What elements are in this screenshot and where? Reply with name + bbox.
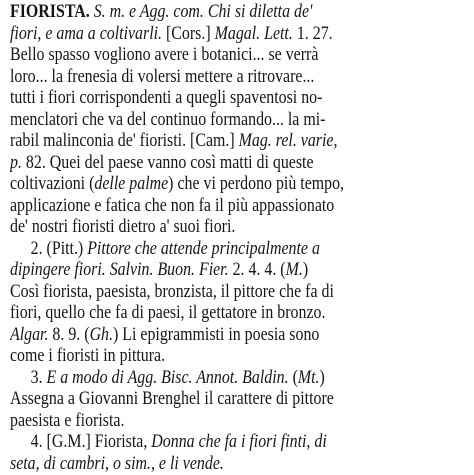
entry-text: paesista e fiorista. xyxy=(10,411,124,431)
entry-text: Così fiorista, paesista, bronzista, il pittore che fa di xyxy=(10,282,334,302)
entry-text: loro... la frenesia di volersi mettere a ritrovare... xyxy=(10,67,314,87)
entry-text: dipingere fiori. Salvin. Buon. Fier. xyxy=(10,260,229,280)
entry-text: Mt. xyxy=(298,368,320,388)
entry-text: Donna che fa i fiori finti, di xyxy=(151,432,326,452)
entry-line xyxy=(10,303,466,325)
entry-line xyxy=(10,131,466,153)
entry-text: menclatori che va del continuo formando... la mi- xyxy=(10,110,325,130)
entry-text: de' nostri fioristi dietro a' suoi fiori. xyxy=(10,217,235,237)
entry-line xyxy=(10,432,466,454)
entry-text: coltivazioni ( xyxy=(10,174,94,194)
entry-line xyxy=(10,110,466,132)
entry-line xyxy=(10,196,466,218)
entry-text: ) xyxy=(303,260,308,280)
entry-line xyxy=(10,325,466,347)
entry-text: 8. 9. ( xyxy=(48,325,89,345)
entry-text: Magal. Lett. xyxy=(215,24,293,44)
entry-text: come i fioristi in pittura. xyxy=(10,346,165,366)
entry-text: 3. xyxy=(31,368,47,388)
entry-line xyxy=(10,45,466,67)
entry-text: ) xyxy=(320,368,325,388)
entry-line xyxy=(10,153,466,175)
entry-line xyxy=(10,67,466,89)
entry-text: ) che vi perdono più tempo, xyxy=(168,174,344,194)
entry-text: Gh. xyxy=(90,325,113,345)
entry-text: fiori, e ama a coltivarli. xyxy=(10,24,162,44)
entry-line xyxy=(10,411,466,433)
headword: FIORISTA. xyxy=(10,2,90,22)
entry-text: fiori, quello che fa di paesi, il gettatore in bronzo. xyxy=(10,303,325,323)
entry-line xyxy=(10,24,466,46)
entry-text: Pittore che attende principalmente a xyxy=(87,239,320,259)
entry-text: p. xyxy=(10,153,22,173)
entry-line xyxy=(10,239,466,261)
entry-line xyxy=(10,346,466,368)
entry-text: 1. 27. xyxy=(293,24,333,44)
entry-text: Algar. xyxy=(10,325,48,345)
entry-line xyxy=(10,2,466,24)
entry-line xyxy=(10,454,466,475)
entry-text: ( xyxy=(289,368,298,388)
entry-text: S. m. e Agg. com. Chi si diletta de' xyxy=(94,2,313,22)
entry-text: 82. Quei del paese vanno così matti di queste xyxy=(22,153,314,173)
entry-text: Mag. rel. varie, xyxy=(239,131,338,151)
entry-text: 2. (Pitt.) xyxy=(31,239,88,259)
entry-text: Bello spasso vogliono avere i botanici... se verrà xyxy=(10,45,318,65)
entry-line xyxy=(10,389,466,411)
entry-line xyxy=(10,260,466,282)
entry-text: rabil malinconia de' fioristi. [Cam.] xyxy=(10,131,239,151)
entry-text: seta, di cambri, o sim., e li vende. xyxy=(10,454,224,474)
entry-text: Assegna a Giovanni Brenghel il carattere di pittore xyxy=(10,389,334,409)
entry-text: ) Li epigrammisti in poesia sono xyxy=(113,325,319,345)
entry-text: M. xyxy=(286,260,303,280)
entry-line xyxy=(10,217,466,239)
entry-text: delle palme xyxy=(94,174,168,194)
entry-text: [Cors.] xyxy=(162,24,215,44)
entry-line xyxy=(10,282,466,304)
entry-line xyxy=(10,174,466,196)
entry-line xyxy=(10,88,466,110)
entry-text: 4. [G.M.] Fiorista, xyxy=(31,432,152,452)
entry-text: tutti i fiori corrispondenti a quegli spaventosi no- xyxy=(10,88,322,108)
entry-line xyxy=(10,368,466,390)
entry-text: 2. 4. 4. ( xyxy=(229,260,286,280)
entry-text: applicazione e fatica che non fa il più appassionato xyxy=(10,196,334,216)
entry-text: E a modo di Agg. Bisc. Annot. Baldin. xyxy=(47,368,289,388)
